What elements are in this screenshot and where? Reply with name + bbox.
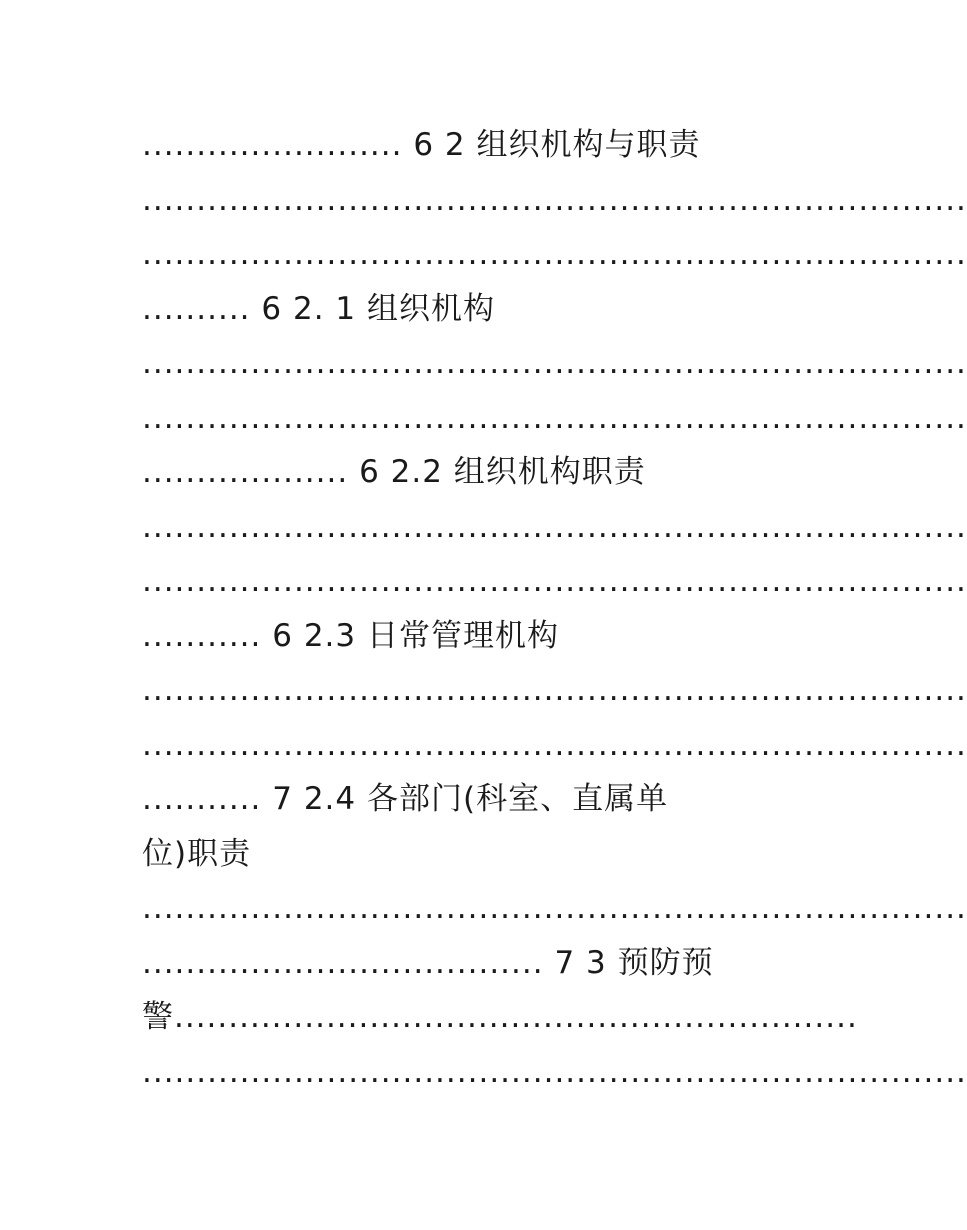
toc-line: 警...............................................................: [142, 999, 858, 1035]
toc-line: ............................................................................: [142, 399, 967, 436]
toc-line: ........................ 6 2 组织机构与职责: [142, 127, 701, 163]
toc-line: ............................................................................: [142, 890, 967, 926]
toc-line: 位)职责: [142, 835, 252, 872]
toc-line: .......... 6 2. 1 组织机构: [142, 290, 495, 327]
toc-line: ............................................................................: [142, 563, 967, 599]
toc-line: ............................................................................: [142, 672, 967, 708]
toc-page: [142, 118, 967, 1099]
toc-line: ............................................................................: [142, 181, 967, 218]
toc-line: ............................................................................: [142, 345, 967, 381]
toc-line: ................... 6 2.2 组织机构职责: [142, 454, 646, 490]
toc-line: ............................................................................: [142, 1053, 967, 1090]
toc-line: ............................................................................: [142, 236, 967, 272]
toc-line: ............................................................................: [142, 508, 967, 545]
toc-line: ............................................................................: [142, 726, 967, 763]
toc-line: ........... 7 2.4 各部门(科室、直属单: [142, 781, 669, 817]
toc-line: ........... 6 2.3 日常管理机构: [142, 617, 559, 654]
toc-line: ..................................... 7 3 预防预: [142, 944, 714, 981]
